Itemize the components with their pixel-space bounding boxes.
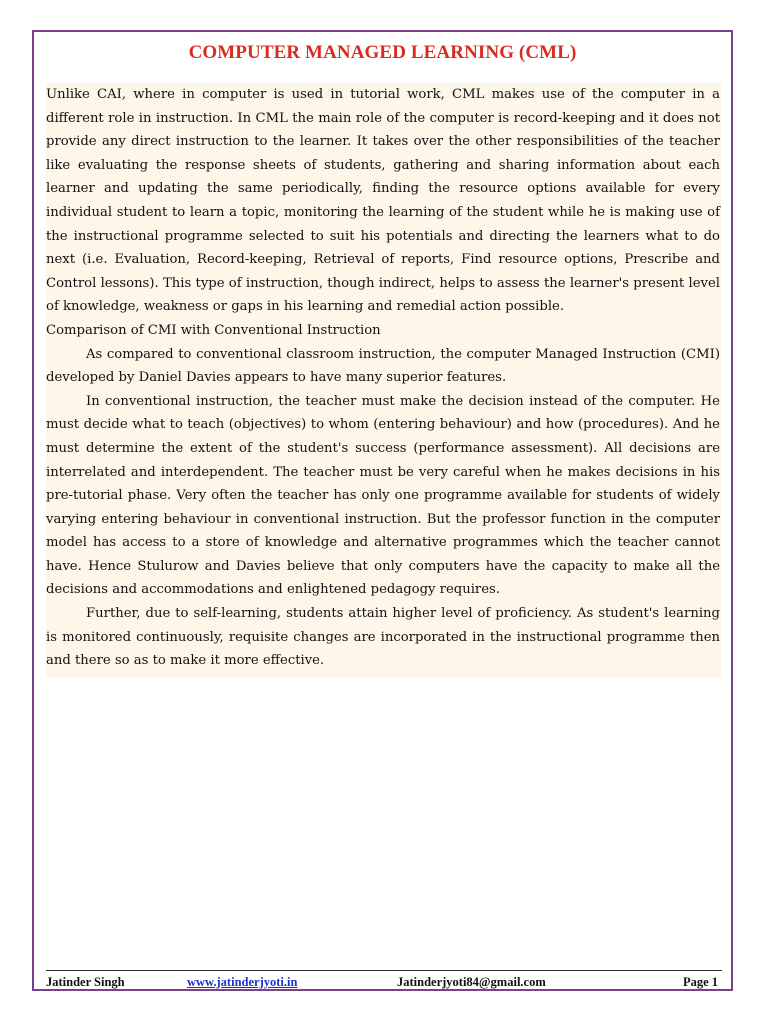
footer-divider bbox=[46, 970, 722, 971]
paragraph-self-learning: Further, due to self-learning, students attain higher level of proficiency. As student's learning is monitored continuously, requisite changes are incorporated in the instructional programme then and there so as to make it more effective. bbox=[46, 606, 720, 669]
footer-website-link[interactable]: www.jatinderjyoti.in bbox=[187, 975, 298, 989]
page-title: COMPUTER MANAGED LEARNING (CML) bbox=[188, 42, 577, 63]
body-text bbox=[46, 83, 721, 677]
footer-page-number: Page 1 bbox=[683, 975, 719, 989]
paragraph-conventional: In conventional instruction, the teacher must make the decision instead of the computer. He must decide what to teach (objectives) to whom (entering behaviour) and how (procedures). And he must determine the extent of the student's success (performance assessment). All decisions are interrelated and interdependent. The teacher must be very careful when he makes decisions in his pre-tutorial phase. Very often the teacher has only one programme available for students of widely varying entering behaviour in conventional instruction. But the professor function in the computer model has access to a store of knowledge and alternative programmes which the teacher cannot have. Hence Stulurow and Davies believe that only computers have the capacity to make all the decisions and accommodations and enlightened pedagogy requires. bbox=[46, 393, 720, 598]
paragraph-comparison: As compared to conventional classroom instruction, the computer Managed Instruction (CMI) developed by Daniel Davies appears to have many superior features. bbox=[46, 346, 720, 386]
footer-author: Jatinder Singh bbox=[46, 975, 125, 989]
section-heading: Comparison of CMI with Conventional Instruction bbox=[46, 322, 381, 338]
paragraph-intro: Unlike CAI, where in computer is used in tutorial work, CML makes use of the computer in a different role in instruction. In CML the main role of the computer is record-keeping and it does not provide any direct instruction to the learner. It takes over the other responsibilities of the teacher like evaluating the response sheets of students, gathering and sharing information about each learner and updating the same periodically, finding the resource options available for every individual student to learn a topic, monitoring the learning of the student while he is making use of the instructional programme selected to suit his potentials and directing the learners what to do next (i.e. Evaluation, Record-keeping, Retrieval of reports, Find resource options, Prescribe and Control lessons). This type of instruction, though indirect, helps to assess the learner's present level of knowledge, weakness or gaps in his learning and remedial action possible. bbox=[46, 87, 720, 315]
footer-email: Jatinderjyoti84@gmail.com bbox=[397, 975, 546, 989]
